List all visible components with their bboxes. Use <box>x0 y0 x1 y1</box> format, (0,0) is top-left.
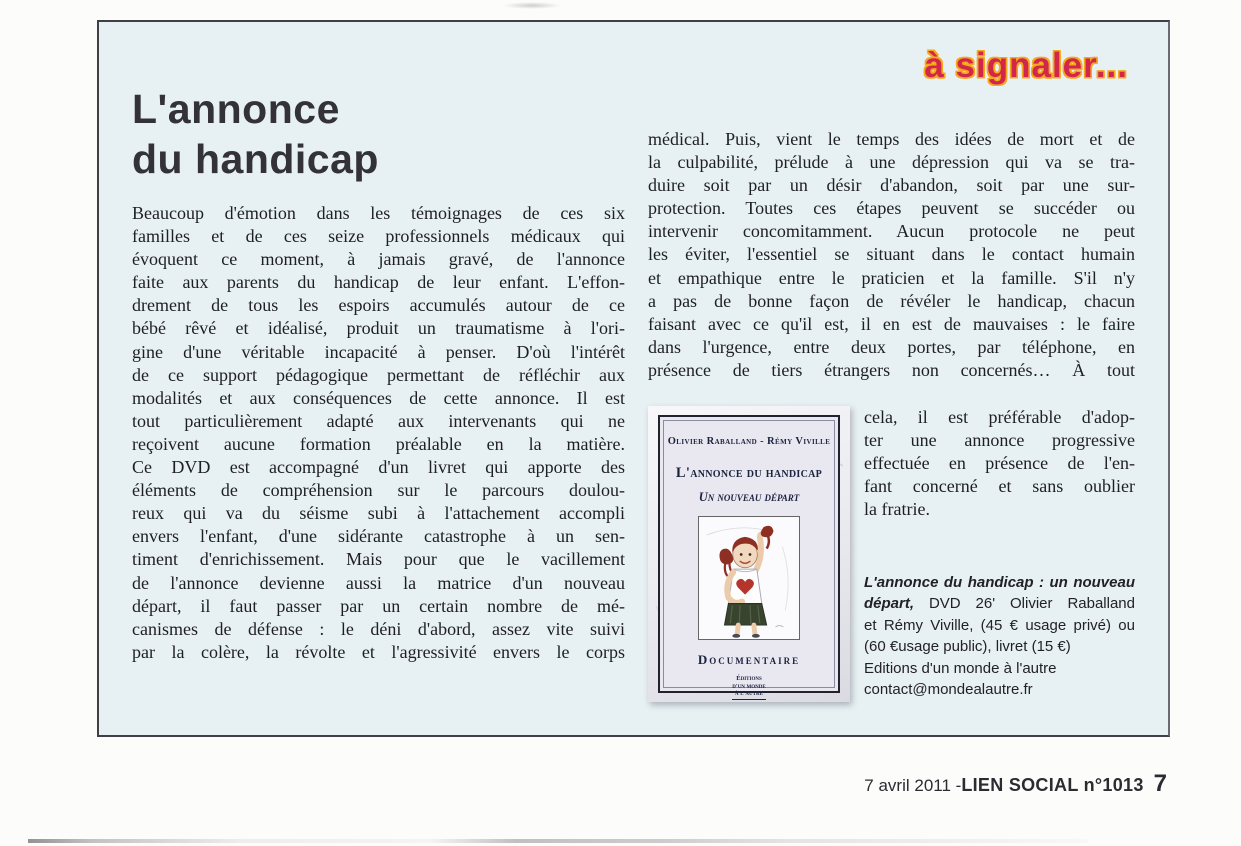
right-column-text <box>648 128 1135 382</box>
text-line: la fratrie. <box>864 499 930 520</box>
text-line: départ, il faut passer par un certain nombre de mé- <box>132 595 625 616</box>
text-line: intervenir concomitamment. Aucun protocole ne peut <box>648 221 1135 242</box>
text-line: Ce DVD est accompagné d'un livret qui apporte des <box>132 457 625 478</box>
page-footer <box>864 770 1167 798</box>
text-line: bébé rêvé et idéalisé, produit un traumatisme à l'ori- <box>132 318 625 339</box>
dvd-subtitle: Un nouveau départ <box>698 490 800 505</box>
text-line: reux qui va du séisme subi à l'attachement accompli <box>132 503 625 524</box>
page-title-line1: L'annonce <box>132 86 340 132</box>
text-line: protection. Toutes ces étapes peuvent se succéder ou <box>648 198 1135 219</box>
caption-line <box>864 593 1135 615</box>
footer-magazine-title: LIEN SOCIAL n°1013 <box>961 775 1144 795</box>
child-illustration <box>699 517 799 639</box>
text-line: canismes de défense : le déni d'abord, assez vite suivi <box>132 618 625 639</box>
dvd-authors: Olivier Raballand - Rémy Viville <box>667 436 831 448</box>
dvd-title: L'annonce du handicap <box>675 465 823 482</box>
child-illustration-frame <box>698 516 800 640</box>
text-line: drement de tous les espoirs accumulés autour de ce <box>132 295 625 316</box>
text-line: effectuée en présence de l'en- <box>864 453 1135 474</box>
text-line: la culpabilité, prélude à une dépression qui va se tra- <box>648 152 1135 173</box>
text-line: gine d'une véritable incapacité à penser. D'où l'intérêt <box>132 341 625 362</box>
publisher-logo-line3: à l'autre <box>735 690 763 698</box>
page-title <box>132 84 379 184</box>
text-line: éléments de compréhension sur le parcours doulou- <box>132 480 625 501</box>
caption-line: (60 €usage public), livret (15 €) <box>864 638 1071 655</box>
text-line: envers l'enfant, d'une sidérante catastrophe à un sen- <box>132 526 625 547</box>
caption-line: et Rémy Viville, (45 € usage privé) ou <box>864 616 1135 634</box>
scan-artifact-top <box>503 2 561 9</box>
text-line: tout particulièrement adapté aux intervenants qui ne <box>132 410 625 431</box>
text-line: modalités et aux conséquences de cette annonce. Il est <box>132 387 625 408</box>
caption-details: DVD 26' Olivier Raballand <box>914 595 1135 612</box>
text-line: de l'annonce devienne aussi la matrice d'un nouveau <box>132 572 625 593</box>
text-line: fant concerné et sans oublier <box>864 476 1135 497</box>
wrapped-text <box>864 406 1135 521</box>
dvd-cover-photo <box>648 406 850 702</box>
publisher-logo-line2: d'un monde <box>732 682 766 690</box>
media-row <box>648 406 1135 702</box>
caption-title-line: L'annonce du handicap : un nouveau <box>864 573 1135 591</box>
publisher-logo <box>732 675 765 700</box>
text-line: faite aux parents du handicap de leur enfant. L'effon- <box>132 272 625 293</box>
text-line: de ce support pédagogique permettant de réfléchir aux <box>132 364 625 385</box>
text-line: par la colère, la révolte et l'agressivité envers le corps <box>132 641 625 662</box>
dvd-cover-inner <box>663 420 835 698</box>
dvd-caption <box>864 572 1135 701</box>
text-line: timent d'enrichissement. Mais pour que le vacillement <box>132 549 625 570</box>
text-line: évoquent ce moment, à jamais gravé, de l'annonce <box>132 249 625 270</box>
dvd-cover <box>658 415 840 698</box>
text-line: familles et de ces seize professionnels médicaux qui <box>132 226 625 247</box>
page-title-line2: du handicap <box>132 136 379 182</box>
text-line: cela, il est préférable d'adop- <box>864 407 1135 428</box>
text-line: a pas de bonne façon de révéler le handicap, chacun <box>648 290 1135 311</box>
text-line: duire soit par un désir d'abandon, soit par une sur- <box>648 175 1135 196</box>
text-line: ter une annonce progressive <box>864 430 1135 451</box>
text-line: reçoivent aucune formation préalable en la matière. <box>132 433 625 454</box>
caption-publisher: Editions d'un monde à l'autre <box>864 659 1057 677</box>
section-header: à signaler... <box>924 46 1128 85</box>
text-line: faisant avec ce qu'il est, il en est de mauvaises : le faire <box>648 313 1135 334</box>
footer-date: 7 avril 2011 - <box>864 776 962 795</box>
publisher-logo-line1: Éditions <box>736 675 762 683</box>
article-panel <box>97 20 1170 737</box>
text-line: les éviter, l'essentiel se situant dans le contact humain <box>648 244 1135 265</box>
footer-page-number: 7 <box>1153 770 1167 797</box>
text-line: dans l'urgence, entre deux portes, par téléphone, en <box>648 336 1135 357</box>
wrapped-column <box>864 406 1135 702</box>
text-line: et empathique entre le praticien et la famille. S'il n'y <box>648 267 1135 288</box>
text-line: médical. Puis, vient le temps des idées de mort et de <box>648 129 1135 149</box>
dvd-genre: Documentaire <box>697 652 801 668</box>
text-line: présence de tiers étrangers non concernés… À tout <box>648 359 1135 380</box>
caption-title-continued: départ, <box>864 595 915 612</box>
scan-artifact-bottom <box>28 839 1088 843</box>
right-column <box>648 128 1135 702</box>
text-line: Beaucoup d'émotion dans les témoignages de ces six <box>132 203 625 223</box>
caption-email: contact@mondealautre.fr <box>864 681 1033 698</box>
left-column <box>132 202 625 664</box>
